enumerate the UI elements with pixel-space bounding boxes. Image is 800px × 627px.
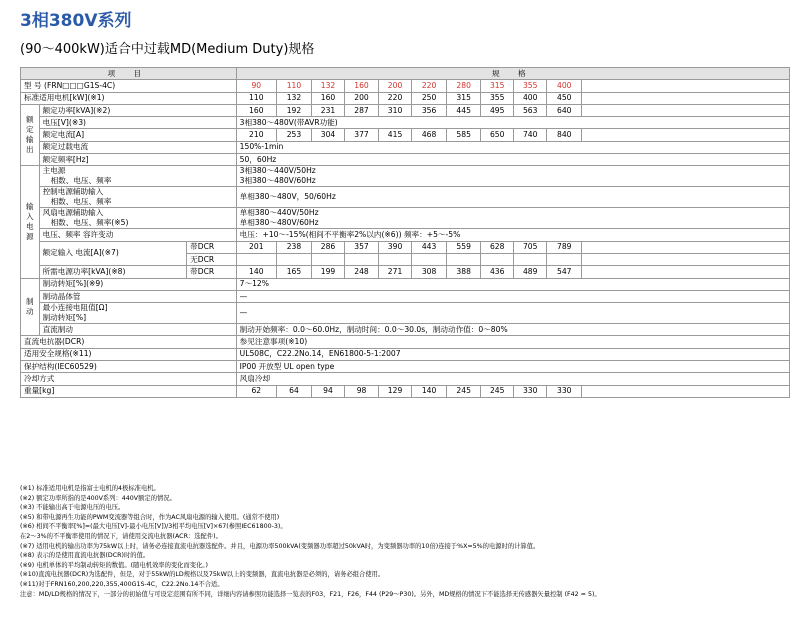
row-label: 直流电抗器(DCR) [21,336,237,348]
row-value: 3相380～480V(带AVR功能) [236,117,789,129]
footnote: (※7) 适用电机的输出功率为75kW以上时，请务必连接直流电抗器选配件。并且，电源功率500kVA(变频器功率超过50kVA时，为变频器功率的10倍)连接于%X=5%的电源时的计算值。 [20,542,540,550]
cell: 129 [379,385,412,397]
row-value-line1: 单相380～440V/50Hz [239,208,319,218]
group-label-output: 额定输出 [21,104,40,165]
cell: 140 [236,266,276,278]
cell: 160 [345,80,379,92]
table-row-brake-transistor [21,290,790,302]
cell: 110 [276,80,311,92]
cell: 64 [276,385,311,397]
table-row-output-voltage [21,117,790,129]
table-row-safety [21,348,790,360]
row-label: 保护结构(IEC60529) [21,361,237,373]
row-label-line1: 控制电源辅助输入 [42,187,104,197]
cell: 62 [236,385,276,397]
header-spec: 规 格 [236,68,789,80]
cell: 132 [276,92,311,104]
table-row-model [21,80,790,92]
row-label: 额定功率[kVA](※2) [39,104,236,116]
group-label-braking: 制动 [21,278,40,336]
cell: 192 [276,104,311,116]
group-label-input: 输入电源 [21,166,40,278]
table-row-cooling [21,373,790,385]
row-label-line1: 主电源 [42,166,66,176]
table-row-brake-dc [21,324,790,336]
table-row-input-fan [21,208,790,229]
cell: 559 [447,241,481,253]
footnote: (※11)对于FRN160,200,220,355,400G1S-4C，C22.2No.14不合适。 [20,580,224,588]
row-label [39,303,236,324]
cell: 308 [412,266,447,278]
cell: 220 [379,92,412,104]
dcr-label: 无DCR [187,253,237,265]
cell: 547 [547,266,582,278]
cell: 90 [236,80,276,92]
row-label: 额定过载电流 [39,141,236,153]
row-value: 风扇冷却 [236,373,789,385]
table-row-brake-resistor [21,303,790,324]
cell: 445 [447,104,481,116]
cell: 287 [345,104,379,116]
footnote: (※2) 额定功率所指的是400V系列：440V额定的情况。 [20,494,176,502]
cell: 390 [379,241,412,253]
table-row-mass [21,385,790,397]
cell: 330 [547,385,582,397]
row-value-line2: 单相380～480V/60Hz [239,218,319,228]
cell: 450 [547,92,582,104]
cell: 250 [412,92,447,104]
row-label: 制动转矩[%](※9) [39,278,236,290]
footnote: (※5) 和带电源再生功能的PWM变流器等组合时，作为AC风扇电源的输入使用。(通常不使用) [20,513,280,521]
cell: 231 [311,104,344,116]
row-value: 150%-1min [236,141,789,153]
cell: 286 [311,241,344,253]
row-label-line2: 相数、电压、频率 [50,176,112,186]
cell: 495 [481,104,514,116]
row-label-line2: 相数、电压、频率 [50,197,112,207]
cell: 840 [547,129,582,141]
table-row-input-control [21,187,790,208]
row-label: 标准适用电机[kW](※1) [21,92,237,104]
row-label: 制动晶体管 [39,290,236,302]
row-value: UL508C，C22.2No.14，EN61800-5-1:2007 [236,348,789,360]
row-label: 型 号 (FRN□□□G1S-4C) [21,80,237,92]
table-row-enclosure [21,361,790,373]
row-label [39,187,236,208]
row-value [236,208,789,229]
cell: 330 [514,385,547,397]
footnote: 注意：MD/LD规格的情况下，一部分的初始值与可设定范围有所不同，详细内容请参照功能选择一览表的F03，F21，F26，F44 (P29～P30)。另外，MD规格的情况下不能选择无传感器矢量控制 (F42 = 5)。 [20,590,601,598]
row-label [39,208,236,229]
row-label-line2: 相数、电压、频率(※5) [50,218,129,228]
cell: 740 [514,129,547,141]
footnote: (※6) 相间不平衡率[%]=(最大电压[V]-最小电压[V])/3相平均电压[V]×67(参照IEC61800-3)。 [20,523,287,531]
dcr-label: 带DCR [187,266,237,278]
cell: 705 [514,241,547,253]
cell: 238 [276,241,311,253]
footnote: (※1) 标准适用电机是指富士电机的4极标准电机。 [20,485,160,492]
row-label [39,166,236,187]
row-label-line1: 最小连接电阻值[Ω] [42,303,108,313]
cell: 140 [412,385,447,397]
table-row-motor [21,92,790,104]
table-row-input-power [21,266,790,278]
cell: 310 [379,104,412,116]
row-label: 所需电源功率[kVA](※8) [39,266,187,278]
cell: 355 [481,92,514,104]
cell: 253 [276,129,311,141]
row-value [236,166,789,187]
cell: 304 [311,129,344,141]
cell: 355 [514,80,547,92]
row-value-line1: 3相380～440V/50Hz [239,166,316,176]
table-row-output-capacity [21,104,790,116]
cell: 789 [547,241,582,253]
row-label: 适用安全规格(※11) [21,348,237,360]
row-value: 电压：+10～-15%(相间不平衡率2%以内(※6)) 频率：+5～-5% [236,229,789,241]
row-value: — [236,290,789,302]
cell: 436 [481,266,514,278]
footnote: (※10)直流电抗器(DCR)为选配件，但是，对于55kW的LD规格以及75kW以上的变频器，直流电抗器是必须的，请务必组合使用。 [20,571,385,579]
cell: 563 [514,104,547,116]
cell: 110 [236,92,276,104]
cell: 201 [236,241,276,253]
cell: 468 [412,129,447,141]
cell: 280 [447,80,481,92]
footnote: (※9) 电机单体的平均制动转矩的数值。(随电机效率的变化而变化。) [20,561,208,569]
page-title: 3相380V系列 [20,11,132,31]
row-label: 重量[kg] [21,385,237,397]
cell: 248 [345,266,379,278]
table-row-input-variation [21,229,790,241]
row-value: 单相380～480V，50/60Hz [236,187,789,208]
row-label: 额定输入 电流[A](※7) [39,241,187,266]
cell: 132 [311,80,344,92]
footnote: 在2～3%的不平衡率使用的情况下，请使用交流电抗器(ACR：选配件)。 [20,532,222,540]
cell: 245 [481,385,514,397]
footnote: (※3) 不能输出高于电源电压的电压。 [20,504,125,512]
footnote: (※8) 表示的是使用直流电抗器(DCR)时的值。 [20,552,150,560]
cell: 165 [276,266,311,278]
row-value: IP00 开放型 UL open type [236,361,789,373]
cell: 199 [311,266,344,278]
row-label: 额定频率[Hz] [39,154,236,166]
row-value: 参见注意事项(※10) [236,336,789,348]
row-label: 电压[V](※3) [39,117,236,129]
table-row-output-overload [21,141,790,153]
cell: 400 [547,80,582,92]
cell: 94 [311,385,344,397]
table-row-input-current-dcr [21,241,790,253]
cell: 388 [447,266,481,278]
header-item: 项 目 [21,68,237,80]
cell: 160 [236,104,276,116]
cell: 315 [447,92,481,104]
table-row-output-frequency [21,154,790,166]
cell: 220 [412,80,447,92]
cell: 400 [514,92,547,104]
cell: 160 [311,92,344,104]
table-header-row [21,68,790,80]
cell: 271 [379,266,412,278]
page-subtitle: (90～400kW)适合中过载MD(Medium Duty)规格 [20,42,315,57]
row-value-line2: 3相380～480V/60Hz [239,176,316,186]
footnotes [20,484,601,599]
cell: 415 [379,129,412,141]
cell: 245 [447,385,481,397]
row-label: 直流制动 [39,324,236,336]
cell: 200 [345,92,379,104]
cell: 443 [412,241,447,253]
dcr-label: 带DCR [187,241,237,253]
row-value: 制动开始频率：0.0～60.0Hz，制动时间：0.0～30.0s，制动动作值：0～80% [236,324,789,336]
cell: 585 [447,129,481,141]
row-label: 电压、频率 容许变动 [39,229,236,241]
table-row-output-current [21,129,790,141]
table-row-input-main [21,166,790,187]
row-value: — [236,303,789,324]
cell: 489 [514,266,547,278]
cell: 628 [481,241,514,253]
row-value: 7～12% [236,278,789,290]
cell: 650 [481,129,514,141]
cell: 98 [345,385,379,397]
row-label: 冷却方式 [21,373,237,385]
table-row-brake-torque [21,278,790,290]
cell: 357 [345,241,379,253]
cell: 377 [345,129,379,141]
cell: 200 [379,80,412,92]
spec-table [20,67,790,398]
row-label: 额定电流[A] [39,129,236,141]
table-row-dcr [21,336,790,348]
row-label-line1: 风扇电源辅助输入 [42,208,104,218]
cell: 640 [547,104,582,116]
cell: 210 [236,129,276,141]
cell: 315 [481,80,514,92]
cell: 356 [412,104,447,116]
row-label-line2: 制动转矩[%] [42,313,87,323]
row-value: 50，60Hz [236,154,789,166]
